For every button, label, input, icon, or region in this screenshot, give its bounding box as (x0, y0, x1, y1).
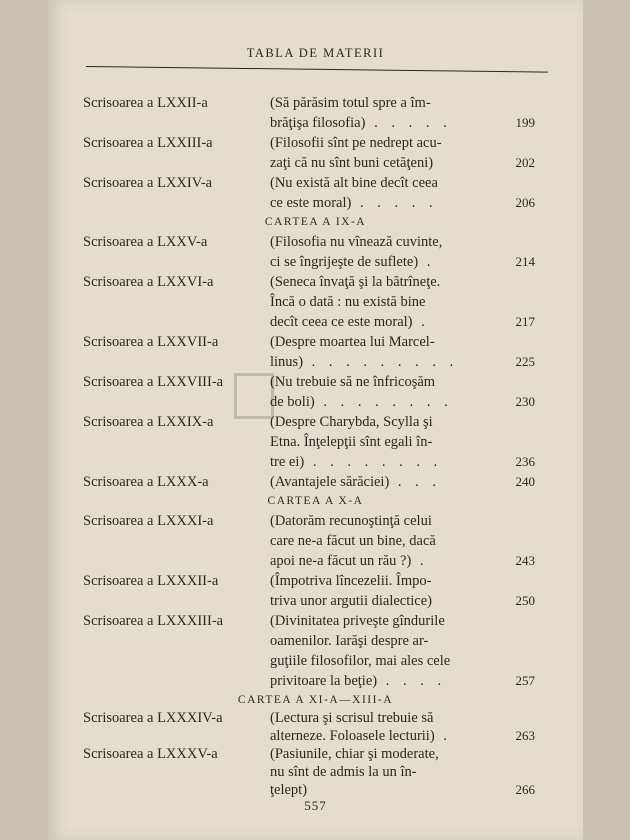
toc-line (48, 780, 583, 800)
letter-title: Scrisoarea a LXXIV-a (83, 175, 213, 191)
page-number: 557 (304, 798, 327, 813)
letter-title: Scrisoarea a LXXXV-a (83, 746, 218, 762)
toc-line (48, 551, 583, 571)
letter-description: ci se îngrijeşte de suflete) . (270, 254, 436, 270)
leader-dots: . . . . (377, 673, 447, 689)
letter-description: oamenilor. Iarăşi despre ar- (270, 633, 429, 649)
leader-dots: . . . . . (351, 195, 438, 211)
page-reference: 225 (515, 354, 535, 369)
letter-description: ţelept) (270, 782, 308, 798)
letter-description: (Lectura şi scrisul trebuie să (270, 710, 434, 726)
letter-description: triva unor argutii dialectice) (270, 593, 432, 609)
header-rule (86, 66, 548, 73)
page-reference: 230 (515, 394, 535, 409)
toc-line (48, 272, 583, 292)
page-reference: 199 (515, 115, 535, 130)
book-page (48, 0, 583, 840)
toc-line (48, 352, 583, 372)
letter-description: linus) . . . . . . . . . (270, 354, 459, 370)
letter-description: (Nu există alt bine decît ceea (270, 175, 438, 191)
leader-dots: . . . . . . . . (304, 454, 443, 470)
letter-description: alterneze. Foloasele lecturii) . (270, 728, 452, 744)
toc-line (48, 708, 583, 728)
toc-line (48, 611, 583, 631)
page-reference: 214 (515, 254, 535, 269)
toc-line (48, 93, 583, 113)
page-reference: 250 (515, 593, 535, 608)
toc-line (48, 744, 583, 764)
letter-description: (Despre Charybda, Scylla şi (270, 414, 433, 430)
leader-dots: . . . (389, 474, 442, 490)
letter-title: Scrisoarea a LXXVII-a (83, 334, 219, 350)
toc-line (48, 292, 583, 312)
toc-line (48, 651, 583, 671)
page-reference: 266 (515, 782, 535, 797)
toc-line (48, 153, 583, 173)
letter-title: Scrisoarea a LXXV-a (83, 234, 208, 250)
letter-title: Scrisoarea a LXXVIII-a (83, 374, 224, 390)
letter-title: Scrisoarea a LXXVI-a (83, 274, 214, 290)
toc-line (48, 412, 583, 432)
page-reference: 263 (515, 728, 535, 743)
letter-description: (Seneca învaţă şi la bătrîneţe. (270, 274, 441, 290)
leader-dots: . (434, 728, 452, 744)
letter-description: (Pasiunile, chiar şi moderate, (270, 746, 439, 762)
toc-line (48, 452, 583, 472)
page-reference: 257 (515, 673, 535, 688)
toc-line (48, 571, 583, 591)
toc-line (48, 113, 583, 133)
letter-description: brăţişa filosofia) . . . . . (270, 115, 452, 131)
toc-line (48, 193, 583, 213)
section-heading: CARTEA A IX-A (264, 216, 367, 228)
letter-description: Etna. Înţelepţii sînt egali în- (270, 434, 433, 450)
letter-description: (Despre moartea lui Marcel- (270, 334, 435, 350)
letter-title: Scrisoarea a LXXXI-a (83, 513, 214, 529)
leader-dots: . (418, 254, 436, 270)
toc-line (48, 631, 583, 651)
letter-description: (Divinitatea priveşte gîndurile (270, 613, 445, 629)
toc-line (48, 472, 583, 492)
leader-dots: . . . . . (365, 115, 452, 131)
letter-description: (Nu trebuie să ne înfricoşăm (270, 374, 436, 390)
letter-description: Încă o dată : nu există bine (270, 294, 426, 310)
letter-title: Scrisoarea a LXXX-a (83, 474, 209, 490)
leader-dots: . . . . . . . . . (303, 354, 459, 370)
page-reference: 236 (515, 454, 535, 469)
letter-description: care ne-a făcut un bine, dacă (270, 533, 436, 549)
letter-description: tre ei) . . . . . . . . (270, 454, 443, 470)
toc-line (48, 332, 583, 352)
letter-description: privitoare la beţie) . . . . (270, 673, 447, 689)
leader-dots: . (411, 553, 429, 569)
leader-dots: . (412, 314, 430, 330)
page-reference: 243 (515, 553, 535, 568)
letter-description: (Filosofii sînt pe nedrept acu- (270, 135, 442, 151)
toc-line (48, 392, 583, 412)
toc-line (48, 252, 583, 272)
toc-line (48, 671, 583, 691)
toc-line (48, 762, 583, 782)
letter-description: (Datorăm recunoştinţă celui (270, 513, 432, 529)
letter-description: (Filosofia nu vînează cuvinte, (270, 234, 443, 250)
toc-line (48, 726, 583, 746)
letter-title: Scrisoarea a LXXXIII-a (83, 613, 224, 629)
section-heading: CARTEA A X-A (267, 495, 364, 507)
toc-line (48, 312, 583, 332)
letter-description: nu sînt de admis la un în- (270, 764, 417, 780)
toc-line (48, 173, 583, 193)
letter-description: apoi ne-a făcut un rău ?) . (270, 553, 429, 569)
letter-description: zaţi că nu sînt buni cetăţeni) (270, 155, 434, 171)
letter-description: (Împotriva lîncezelii. Împo- (270, 573, 432, 589)
letter-description: guţiile filosofilor, mai ales cele (270, 653, 451, 669)
toc-line (48, 531, 583, 551)
toc-line (48, 591, 583, 611)
page-header: TABLA DE MATERII (246, 46, 385, 60)
section-heading: CARTEA A XI-A—XIII-A (237, 694, 394, 706)
letter-description: decît ceea ce este moral) . (270, 314, 430, 330)
toc-line (48, 372, 583, 392)
letter-description: de boli) . . . . . . . . (270, 394, 453, 410)
letter-title: Scrisoarea a LXXII-a (83, 95, 208, 111)
letter-description: (Să părăsim totul spre a îm- (270, 95, 431, 111)
leader-dots: . . . . . . . . (314, 394, 453, 410)
toc-line (48, 232, 583, 252)
letter-title: Scrisoarea a LXXXII-a (83, 573, 219, 589)
letter-title: Scrisoarea a LXXIX-a (83, 414, 214, 430)
page-reference: 217 (515, 314, 535, 329)
letter-description: (Avantajele sărăciei) . . . (270, 474, 442, 490)
toc-line (48, 511, 583, 531)
letter-description: ce este moral) . . . . . (270, 195, 438, 211)
letter-title: Scrisoarea a LXXXIV-a (83, 710, 223, 726)
page-reference: 240 (515, 474, 535, 489)
toc-line (48, 432, 583, 452)
page-reference: 202 (515, 155, 535, 170)
page-reference: 206 (515, 195, 535, 210)
letter-title: Scrisoarea a LXXIII-a (83, 135, 213, 151)
toc-line (48, 133, 583, 153)
